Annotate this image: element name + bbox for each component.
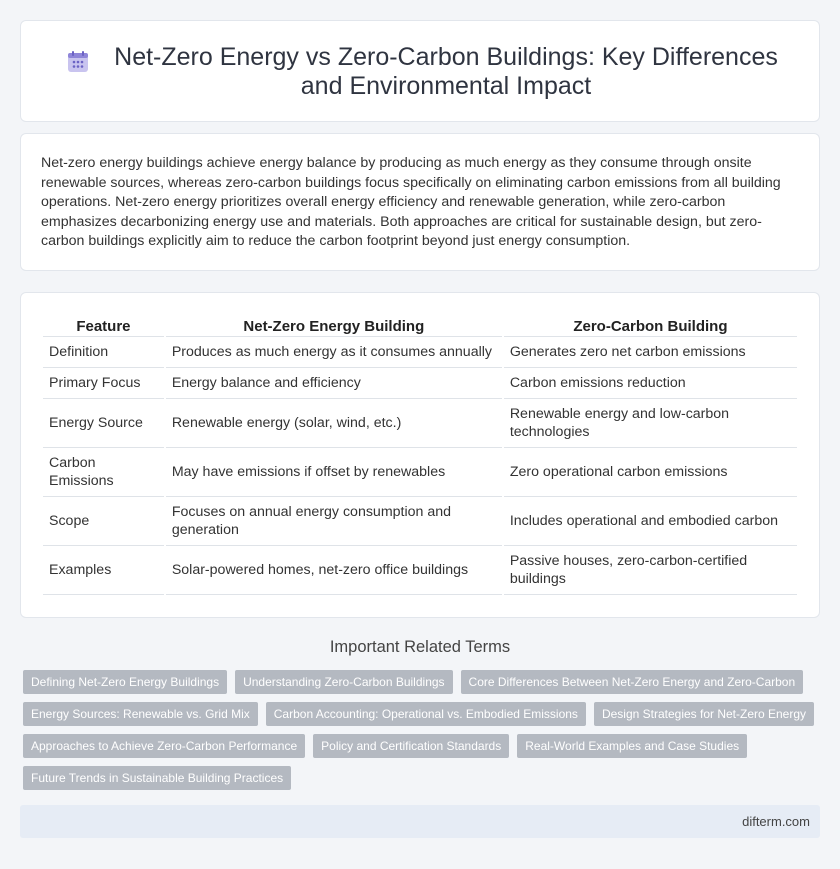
header-zero-carbon: Zero-Carbon Building <box>504 315 797 337</box>
tag-link[interactable]: Design Strategies for Net-Zero Energy <box>594 702 814 726</box>
comparison-table <box>41 315 799 595</box>
table-row <box>43 368 797 399</box>
intro-card <box>20 133 820 271</box>
feature-cell: Energy Source <box>43 399 164 448</box>
tag-link[interactable]: Future Trends in Sustainable Building Practices <box>23 766 291 790</box>
related-terms-tags <box>23 670 807 798</box>
tag-link[interactable]: Defining Net-Zero Energy Buildings <box>23 670 227 694</box>
tag-link[interactable]: Approaches to Achieve Zero-Carbon Performance <box>23 734 305 758</box>
feature-cell: Carbon Emissions <box>43 448 164 497</box>
net-zero-cell: May have emissions if offset by renewables <box>166 448 502 497</box>
table-header-row <box>43 315 797 337</box>
net-zero-cell: Focuses on annual energy consumption and generation <box>166 497 502 546</box>
footer <box>20 805 820 838</box>
table-row <box>43 448 797 497</box>
feature-cell: Examples <box>43 546 164 595</box>
zero-carbon-cell: Renewable energy and low-carbon technologies <box>504 399 797 448</box>
tag-link[interactable]: Policy and Certification Standards <box>313 734 509 758</box>
zero-carbon-cell: Includes operational and embodied carbon <box>504 497 797 546</box>
net-zero-cell: Solar-powered homes, net-zero office buildings <box>166 546 502 595</box>
net-zero-cell: Renewable energy (solar, wind, etc.) <box>166 399 502 448</box>
tag-link[interactable]: Real-World Examples and Case Studies <box>517 734 747 758</box>
header-card <box>20 20 820 122</box>
zero-carbon-cell: Carbon emissions reduction <box>504 368 797 399</box>
table-row <box>43 497 797 546</box>
table-row <box>43 337 797 368</box>
tag-link[interactable]: Energy Sources: Renewable vs. Grid Mix <box>23 702 258 726</box>
tag-link[interactable]: Core Differences Between Net-Zero Energy and Zero-Carbon <box>461 670 804 694</box>
footer-site-link[interactable]: difterm.com <box>742 814 810 829</box>
tag-link[interactable]: Understanding Zero-Carbon Buildings <box>235 670 452 694</box>
zero-carbon-cell: Zero operational carbon emissions <box>504 448 797 497</box>
header-net-zero: Net-Zero Energy Building <box>166 315 502 337</box>
intro-paragraph: Net-zero energy buildings achieve energy balance by producing as much energy as they consume through onsite renewable sources, whereas zero-carbon buildings focus specifically on eliminating carbon emissions from all building operations. Net-zero energy prioritizes overall energy efficiency and renewable generation, while zero-carbon emphasizes decarbonizing energy use and materials. Both approaches are critical for sustainable design, but zero-carbon buildings explicitly aim to reduce the carbon footprint beyond just energy consumption. <box>41 155 781 250</box>
feature-cell: Definition <box>43 337 164 368</box>
table-row <box>43 546 797 595</box>
feature-cell: Primary Focus <box>43 368 164 399</box>
table-row <box>43 399 797 448</box>
zero-carbon-cell: Passive houses, zero-carbon-certified buildings <box>504 546 797 595</box>
header-feature: Feature <box>43 315 164 337</box>
tag-link[interactable]: Carbon Accounting: Operational vs. Embodied Emissions <box>266 702 586 726</box>
net-zero-cell: Produces as much energy as it consumes annually <box>166 337 502 368</box>
zero-carbon-cell: Generates zero net carbon emissions <box>504 337 797 368</box>
net-zero-cell: Energy balance and efficiency <box>166 368 502 399</box>
feature-cell: Scope <box>43 497 164 546</box>
related-terms-title: Important Related Terms <box>329 638 511 656</box>
page-title: Net-Zero Energy vs Zero-Carbon Buildings: Key Differences and Environmental Impact <box>114 43 778 100</box>
comparison-table-card <box>20 292 820 618</box>
